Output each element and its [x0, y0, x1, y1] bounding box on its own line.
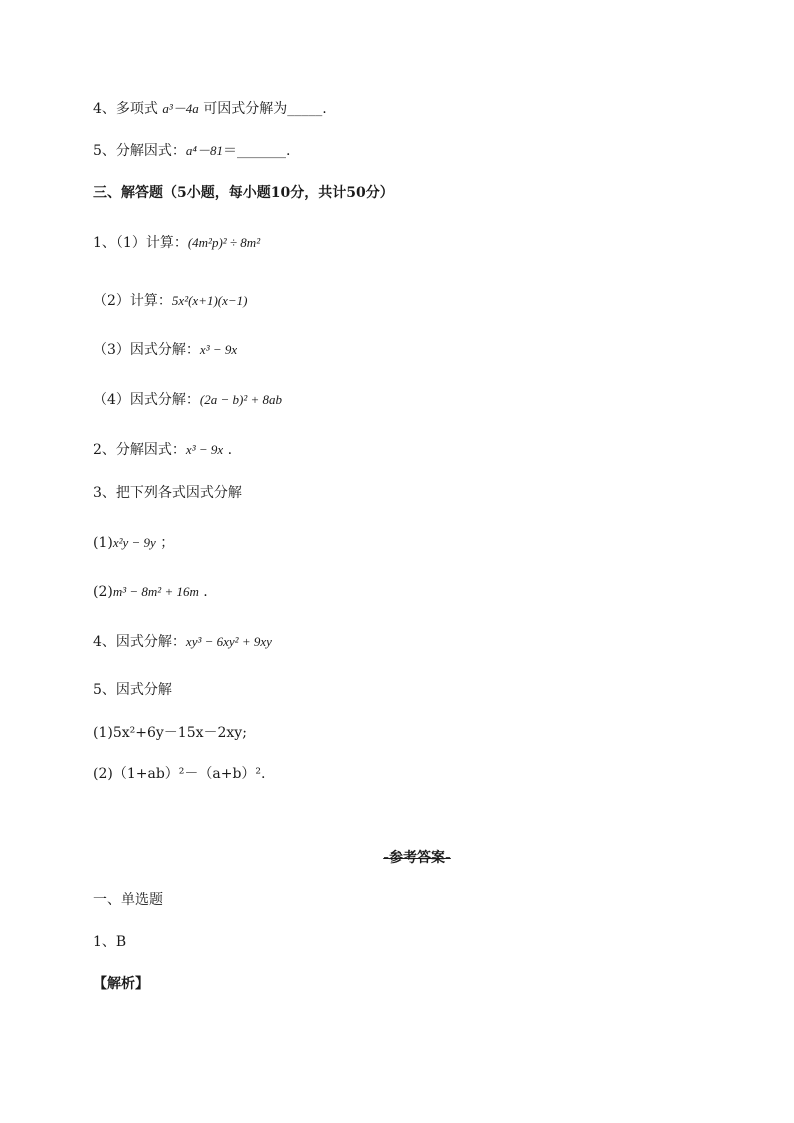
s3-q4-label: 4、因式分解：: [93, 634, 186, 650]
s3-q1-part3-label: （3）因式分解：: [93, 342, 200, 358]
answers-section-1-heading: 一、单选题: [93, 892, 163, 908]
s3-q5-part1: (1)5x²+6y－15x－2xy;: [93, 725, 247, 741]
s3-q1-part4-label: （4）因式分解：: [93, 392, 200, 408]
s3-q2-suffix: .: [223, 442, 233, 458]
question-4-fill: [93, 99, 327, 119]
s3-q3-part2: [93, 582, 208, 602]
s3-q1-expression-3: x³ − 9x: [199, 342, 238, 357]
s3-q3-part2-label: (2): [93, 584, 113, 600]
s3-q1-expression-4: (2a − b)² + 8ab: [199, 392, 283, 407]
s3-q2: [93, 440, 232, 460]
answer-1: 1、B: [93, 934, 127, 950]
s3-q2-label: 2、分解因式：: [93, 442, 186, 458]
s3-q1-part4: [93, 390, 282, 410]
s3-q3-part1: [93, 533, 174, 553]
question-5-suffix: ＝_______.: [222, 143, 291, 159]
s3-q2-expression: x³ − 9x: [185, 442, 224, 457]
s3-q1-part3: [93, 340, 237, 360]
s3-q4-expression: xy³ − 6xy² + 9xy: [185, 634, 272, 649]
s3-q3-part1-label: (1): [93, 535, 113, 551]
question-4-expression: a³－4a: [162, 101, 199, 116]
answers-title: -参考答案-: [383, 850, 451, 866]
section-3-heading: 三、解答题（5小题，每小题10分，共计50分）: [93, 185, 394, 201]
s3-q1-part2-label: （2）计算：: [93, 293, 172, 309]
s3-q5-part2: (2)（1+ab）²－（a+b）².: [93, 766, 266, 782]
s3-q4: [93, 632, 272, 652]
s3-q3-expression-1: x²y − 9y: [112, 535, 156, 550]
question-5-prefix: 5、分解因式：: [93, 143, 186, 159]
question-5-expression: a⁴－81: [185, 143, 223, 158]
analysis-label: 【解析】: [93, 976, 149, 992]
s3-q3-label: 3、把下列各式因式分解: [93, 485, 242, 501]
s3-q5-label: 5、因式分解: [93, 682, 172, 698]
s3-q1-label: 1、（1）计算：: [93, 235, 188, 251]
question-5-fill: [93, 141, 290, 161]
s3-q3-part2-suffix: .: [198, 584, 208, 600]
s3-q1-part2: [93, 291, 248, 311]
s3-q1-expression-2: 5x²(x+1)(x−1): [171, 293, 248, 308]
s3-q3-expression-2: m³ − 8m² + 16m: [112, 584, 199, 599]
s3-q3-part1-suffix: ；: [155, 535, 175, 551]
question-4-suffix: 可因式分解为_____.: [198, 101, 327, 117]
s3-q1-expression-1: (4m²p)² ÷ 8m²: [187, 235, 261, 250]
question-4-prefix: 4、多项式: [93, 101, 163, 117]
s3-q1-part1: [93, 233, 260, 253]
